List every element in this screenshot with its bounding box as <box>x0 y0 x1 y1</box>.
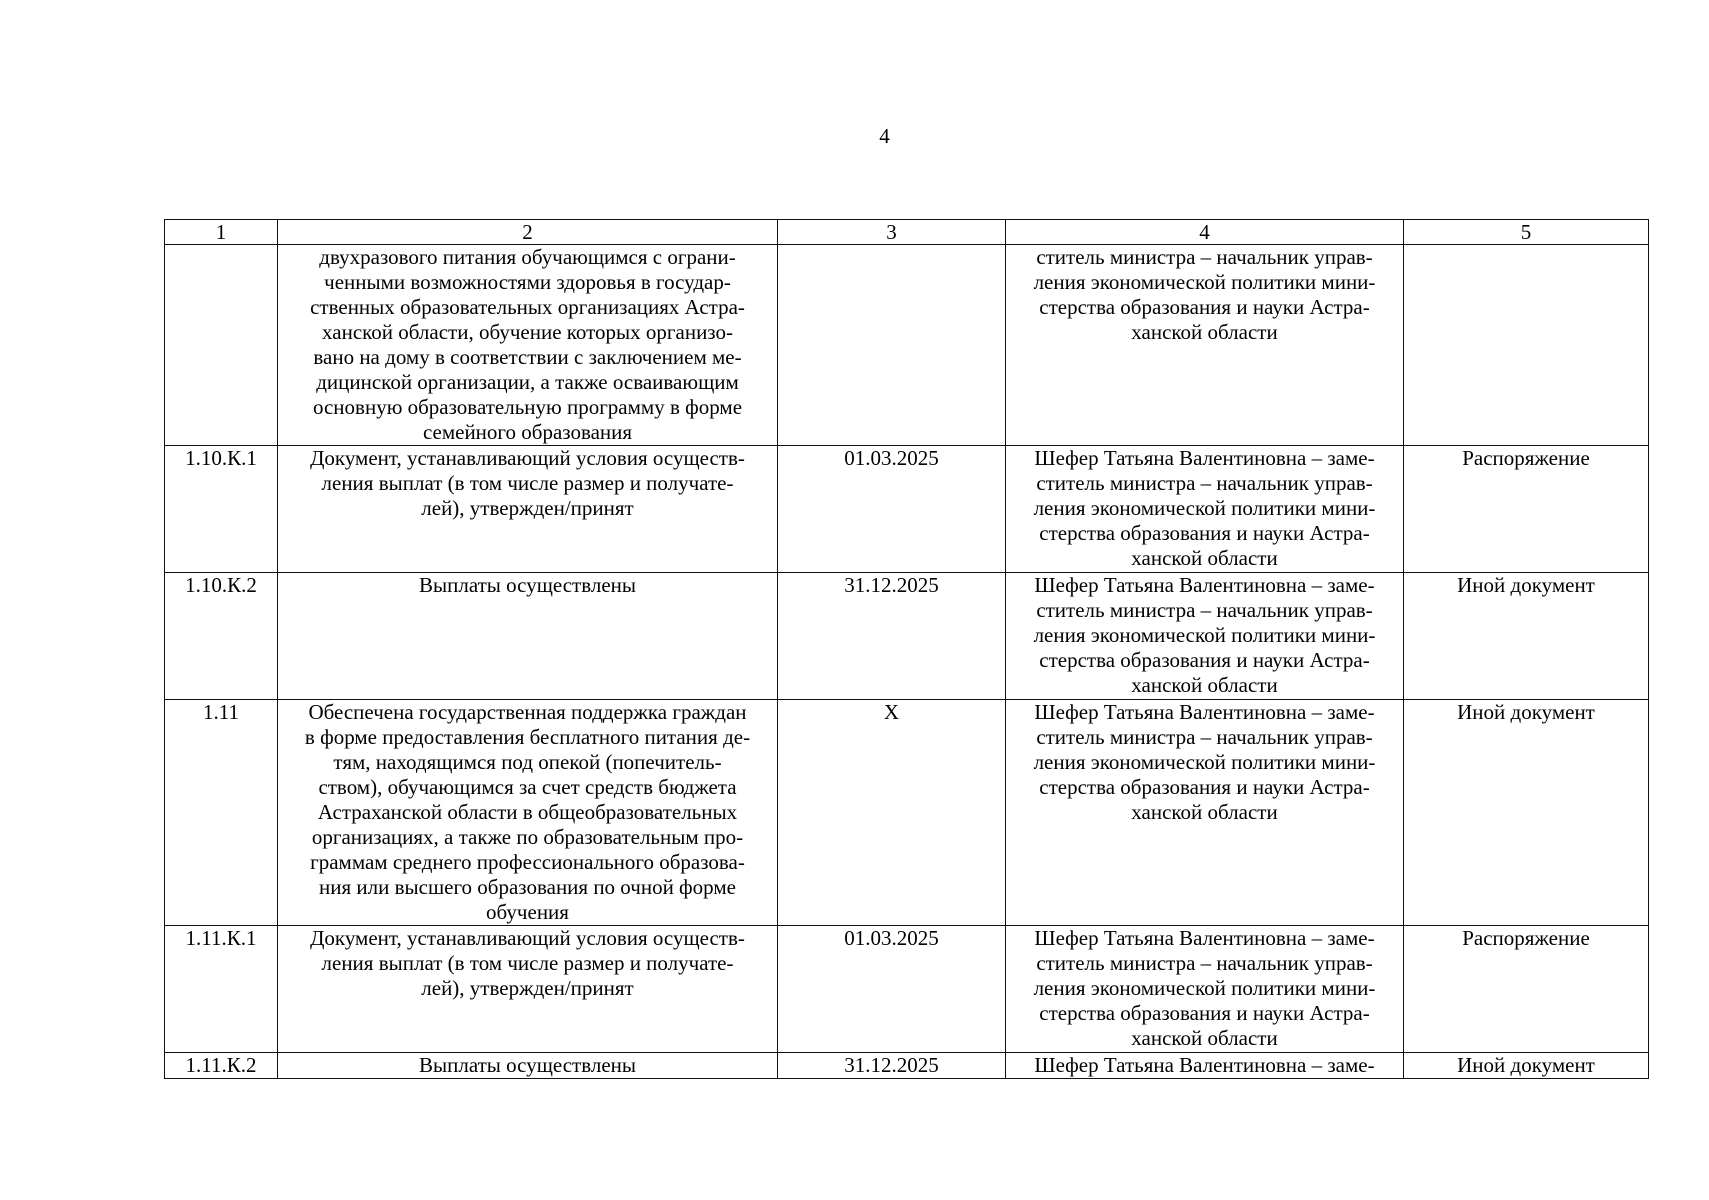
row-number: 1.10.К.1 <box>165 446 278 573</box>
row-number <box>165 245 278 446</box>
row-responsible <box>1006 573 1404 700</box>
row-date: 31.12.2025 <box>778 1053 1006 1079</box>
row-date <box>778 245 1006 446</box>
description-text: Обеспечена государственная поддержка граждан в форме предоставления бесплатного питания де- тям, находящимся под опекой (попечитель- ством), обучающимся за счет средств бюджета Астраханской области в общеобразовательных организациях, а также по образовательным про- граммам среднего профессионального образова- ния или высшего образования по очной форме обучения <box>304 700 751 924</box>
description-text: Выплаты осуществлены <box>418 1053 636 1077</box>
column-header: 3 <box>778 220 1006 245</box>
column-header: 1 <box>165 220 278 245</box>
table-row <box>165 245 1649 446</box>
description-text: Выплаты осуществлены <box>418 573 636 597</box>
table-row <box>165 1053 1649 1079</box>
description-text: Документ, устанавливающий условия осуществ- ления выплат (в том числе размер и получате- лей), утвержден/принят <box>310 926 745 1000</box>
description-text: Документ, устанавливающий условия осуществ- ления выплат (в том числе размер и получате- лей), утвержден/принят <box>310 446 745 520</box>
row-number: 1.11.К.2 <box>165 1053 278 1079</box>
document-table <box>164 219 1649 1079</box>
row-doc-type: Распоряжение <box>1404 926 1649 1053</box>
row-description <box>278 700 778 926</box>
row-description <box>278 926 778 1053</box>
row-date: Х <box>778 700 1006 926</box>
row-number: 1.11 <box>165 700 278 926</box>
row-doc-type: Распоряжение <box>1404 446 1649 573</box>
row-doc-type: Иной документ <box>1404 1053 1649 1079</box>
row-date: 01.03.2025 <box>778 446 1006 573</box>
row-responsible <box>1006 245 1404 446</box>
row-description <box>278 573 778 700</box>
table-row <box>165 926 1649 1053</box>
row-responsible <box>1006 446 1404 573</box>
responsible-text: Шефер Татьяна Валентиновна – заме- ститель министра – начальник управ- ления экономической политики мини- стерства образования и науки Астра- ханской области <box>1033 446 1376 570</box>
row-date: 01.03.2025 <box>778 926 1006 1053</box>
row-description <box>278 446 778 573</box>
row-responsible <box>1006 700 1404 926</box>
row-date: 31.12.2025 <box>778 573 1006 700</box>
responsible-text: Шефер Татьяна Валентиновна – заме- <box>1034 1053 1375 1077</box>
responsible-text: Шефер Татьяна Валентиновна – заме- ститель министра – начальник управ- ления экономической политики мини- стерства образования и науки Астра- ханской области <box>1033 700 1376 824</box>
page-number: 4 <box>879 124 890 148</box>
column-header: 2 <box>278 220 778 245</box>
row-description <box>278 1053 778 1079</box>
row-number: 1.10.К.2 <box>165 573 278 700</box>
row-responsible <box>1006 1053 1404 1079</box>
table-row <box>165 446 1649 573</box>
row-description <box>278 245 778 446</box>
responsible-text: ститель министра – начальник управ- ления экономической политики мини- стерства образования и науки Астра- ханской области <box>1033 245 1376 344</box>
responsible-text: Шефер Татьяна Валентиновна – заме- ститель министра – начальник управ- ления экономической политики мини- стерства образования и науки Астра- ханской области <box>1033 926 1376 1050</box>
row-doc-type: Иной документ <box>1404 573 1649 700</box>
column-header: 4 <box>1006 220 1404 245</box>
row-number: 1.11.К.1 <box>165 926 278 1053</box>
table-row <box>165 573 1649 700</box>
row-doc-type <box>1404 245 1649 446</box>
table-row <box>165 700 1649 926</box>
row-doc-type: Иной документ <box>1404 700 1649 926</box>
column-header: 5 <box>1404 220 1649 245</box>
table-header-row <box>165 220 1649 245</box>
responsible-text: Шефер Татьяна Валентиновна – заме- ститель министра – начальник управ- ления экономической политики мини- стерства образования и науки Астра- ханской области <box>1033 573 1376 697</box>
description-text: двухразового питания обучающимся с ограни- ченными возможностями здоровья в государ- ственных образовательных организациях Астра- ханской области, обучение которых организо- вано на дому в соответствии с заключением ме- дицинской организации, а также осваивающим основную образовательную программу в форме семейного образования <box>310 245 745 444</box>
row-responsible <box>1006 926 1404 1053</box>
